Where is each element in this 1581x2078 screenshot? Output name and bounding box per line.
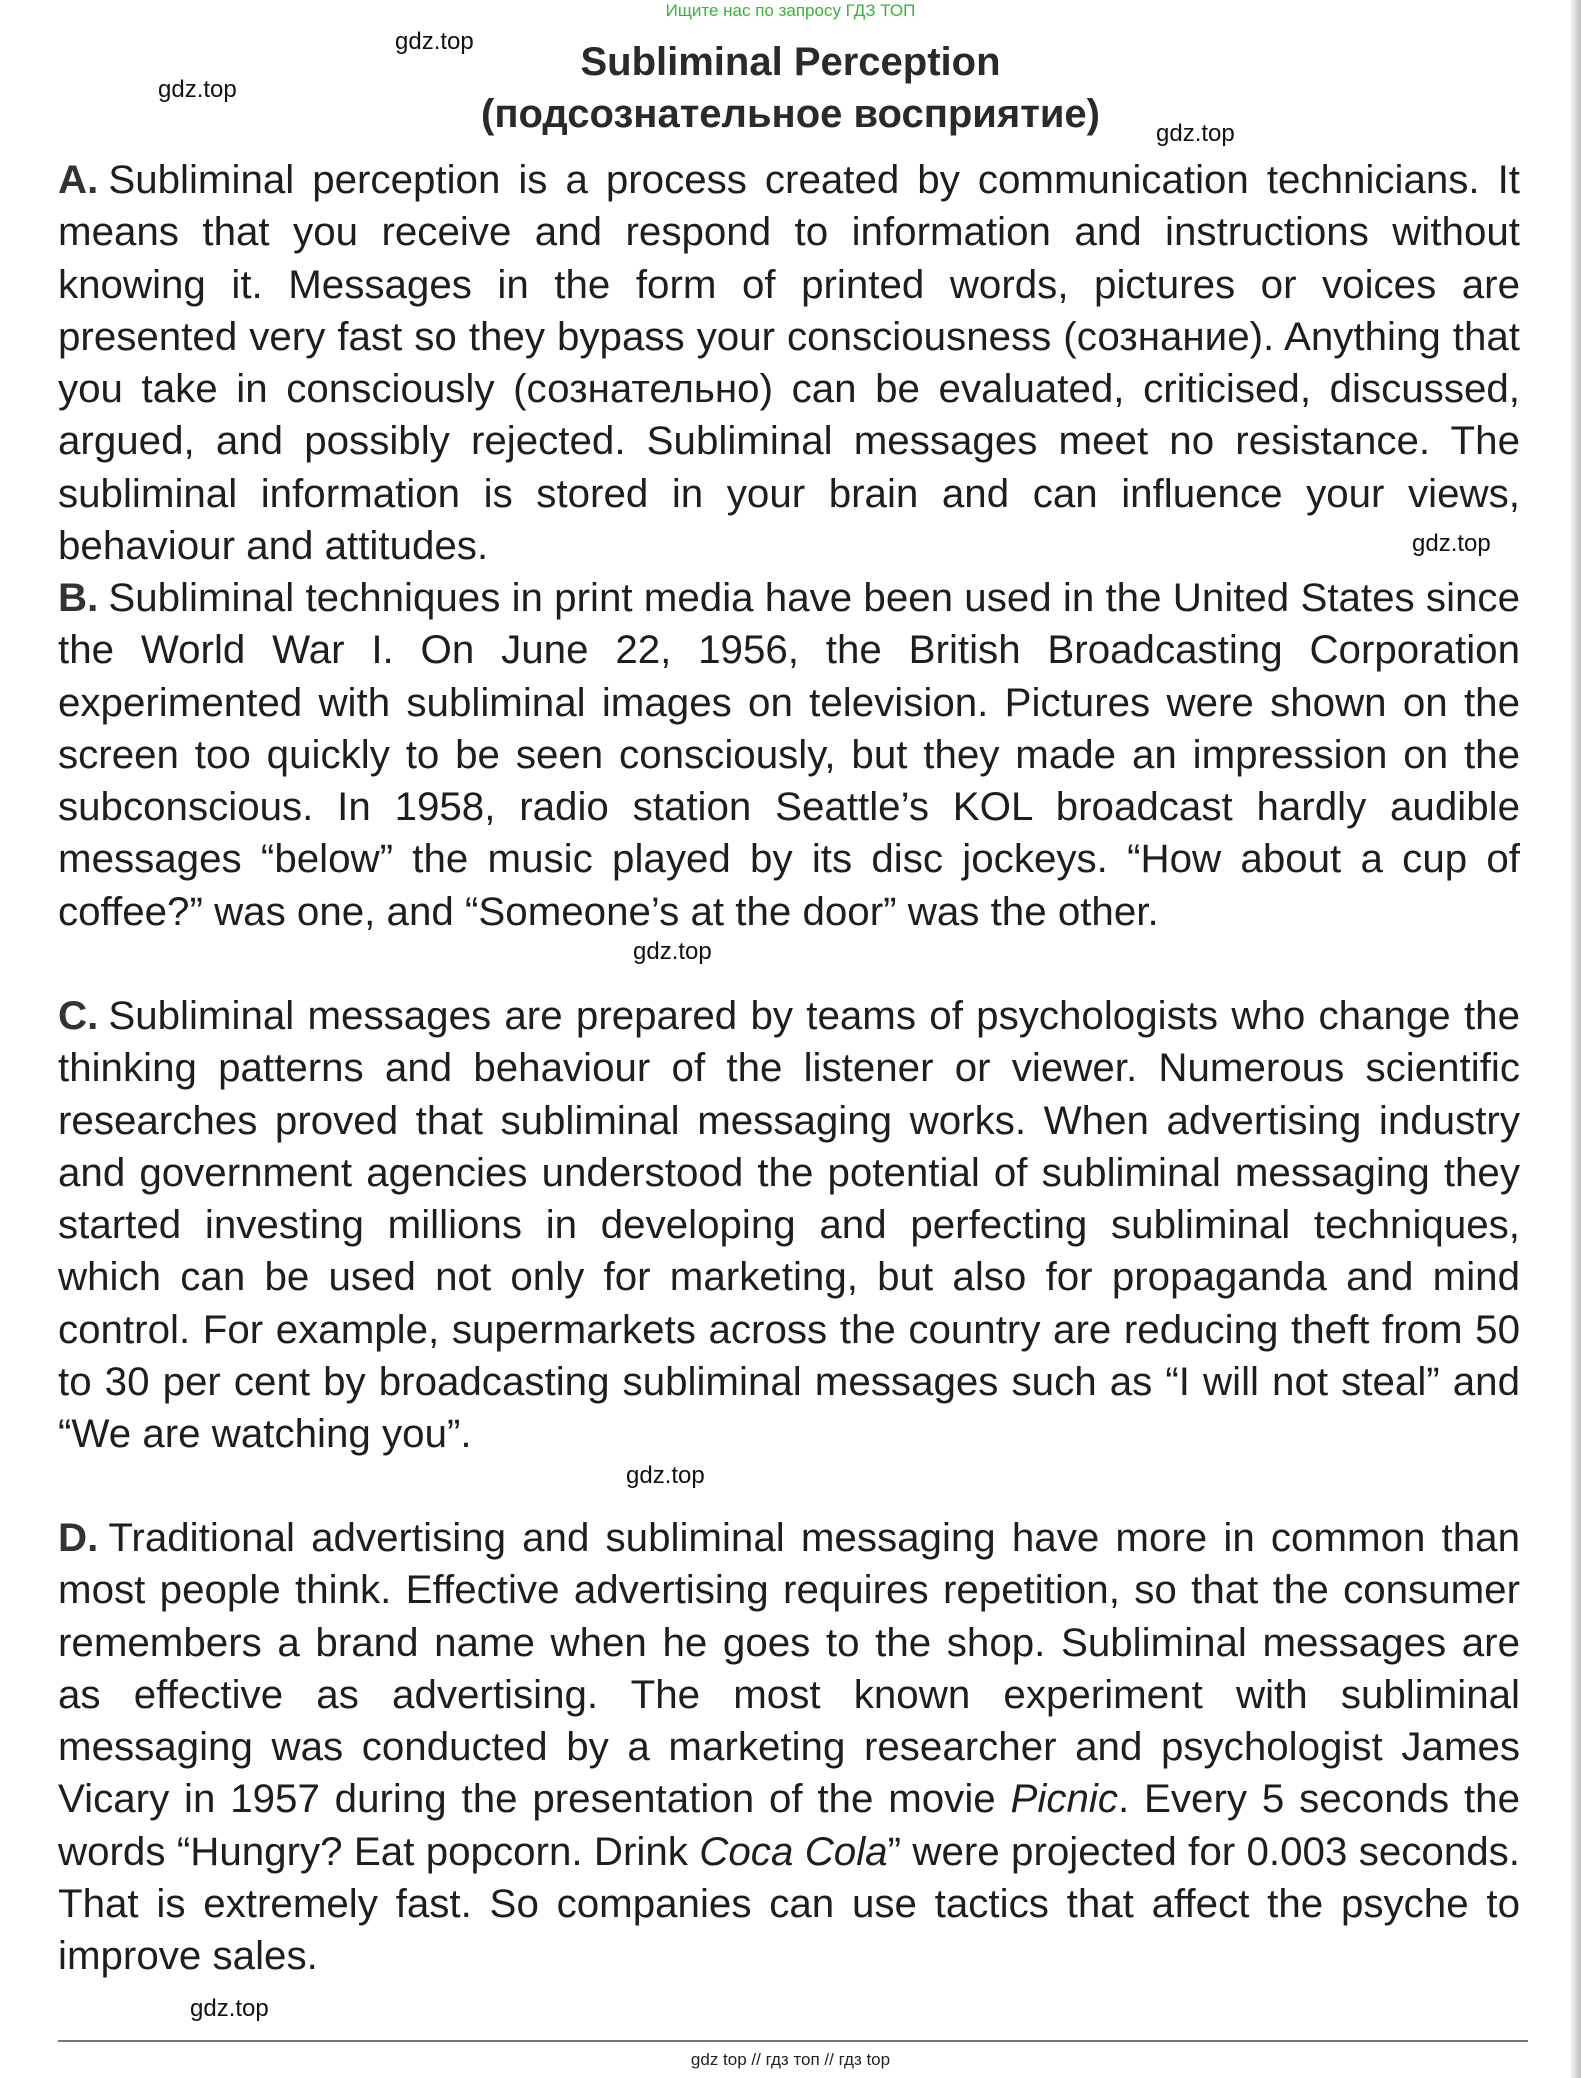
watermark: gdz.top: [395, 28, 474, 55]
page-title: Subliminal Perception: [580, 40, 1001, 84]
paragraph-a: [58, 154, 1520, 572]
watermark: gdz.top: [190, 1995, 269, 2022]
paragraph-text: Subliminal perception is a process created by communication technicians. It means that you receive and respond to information and instructions without knowing it. Messages in the form of printed words, pictures or voices are presented very fast so they bypass your consciousness (сознание). Anything that you take in consciously (сознательно) can be evaluated, criticised, discussed, argued, and possibly rejected. Subliminal messages meet no resistance. The subliminal information is stored in your brain and can influence your views, behaviour and attitudes.: [58, 157, 1520, 569]
paragraph-label: C.: [58, 993, 99, 1038]
paragraph-text: Traditional advertising and subliminal messaging have more in common than most people think. Effective advertising requires repetition, so that the consumer remembers a brand name when he goes to the shop. Subliminal messages are as effective as advertising. The most known experiment with subliminal messaging was conducted by a marketing researcher and psychologist James Vicary in 1957 during the presentation of the movie: [58, 1515, 1520, 1822]
watermark: gdz.top: [626, 1462, 705, 1489]
bottom-divider: [58, 2040, 1528, 2042]
paragraph-label: B.: [58, 575, 99, 620]
watermark: gdz.top: [158, 76, 237, 103]
paragraph-text: ” were projected for 0.003 seconds. That is extremely fast. So companies can use tactics that affect the psyche to improve sales.: [58, 1828, 1520, 1979]
watermark: gdz.top: [1156, 120, 1235, 147]
paragraph-b: [58, 572, 1520, 938]
paragraph-d: [58, 1512, 1520, 1983]
paragraph-label: D.: [58, 1515, 99, 1560]
brand-name: Coca Cola: [699, 1828, 888, 1874]
top-banner: Ищите нас по запросу ГДЗ ТОП: [665, 1, 916, 20]
watermark: gdz.top: [1412, 530, 1491, 557]
paragraph-text: Subliminal techniques in print media have been used in the United States since the World War I. On June 22, 1956, the British Broadcasting Corporation experimented with subliminal images on television. Pictures were shown on the screen too quickly to be seen consciously, but they made an impression on the subconscious. In 1958, radio station Seattle’s KOL broadcast hardly audible messages “below” the music played by its disc jockeys. “How about a cup of coffee?” was one, and “Someone’s at the door” was the other.: [58, 575, 1520, 934]
paragraph-text: Subliminal messages are prepared by teams of psychologists who change the thinking patterns and behaviour of the listener or viewer. Numerous scientific researches proved that subliminal messaging works. When advertising industry and government agencies understood the potential of subliminal messaging they started investing millions in developing and perfecting subliminal techniques, which can be used not only for marketing, but also for propaganda and mind control. For example, supermarkets across the country are reducing theft from 50 to 30 per cent by broadcasting subliminal messages such as “I will not steal” and “We are watching you”.: [58, 993, 1520, 1457]
page-edge-shadow: [1571, 0, 1581, 2078]
watermark: gdz.top: [633, 938, 712, 965]
page-subtitle: (подсознательное восприятие): [481, 92, 1100, 136]
bottom-banner: gdz top // гдз топ // гдз top: [690, 2050, 891, 2069]
paragraph-text: . Every 5 seconds the words “Hungry? Eat popcorn. Drink: [58, 1776, 1520, 1874]
movie-title: Picnic: [1010, 1776, 1119, 1822]
paragraph-label: A.: [58, 157, 99, 202]
paragraph-c: [58, 990, 1520, 1461]
